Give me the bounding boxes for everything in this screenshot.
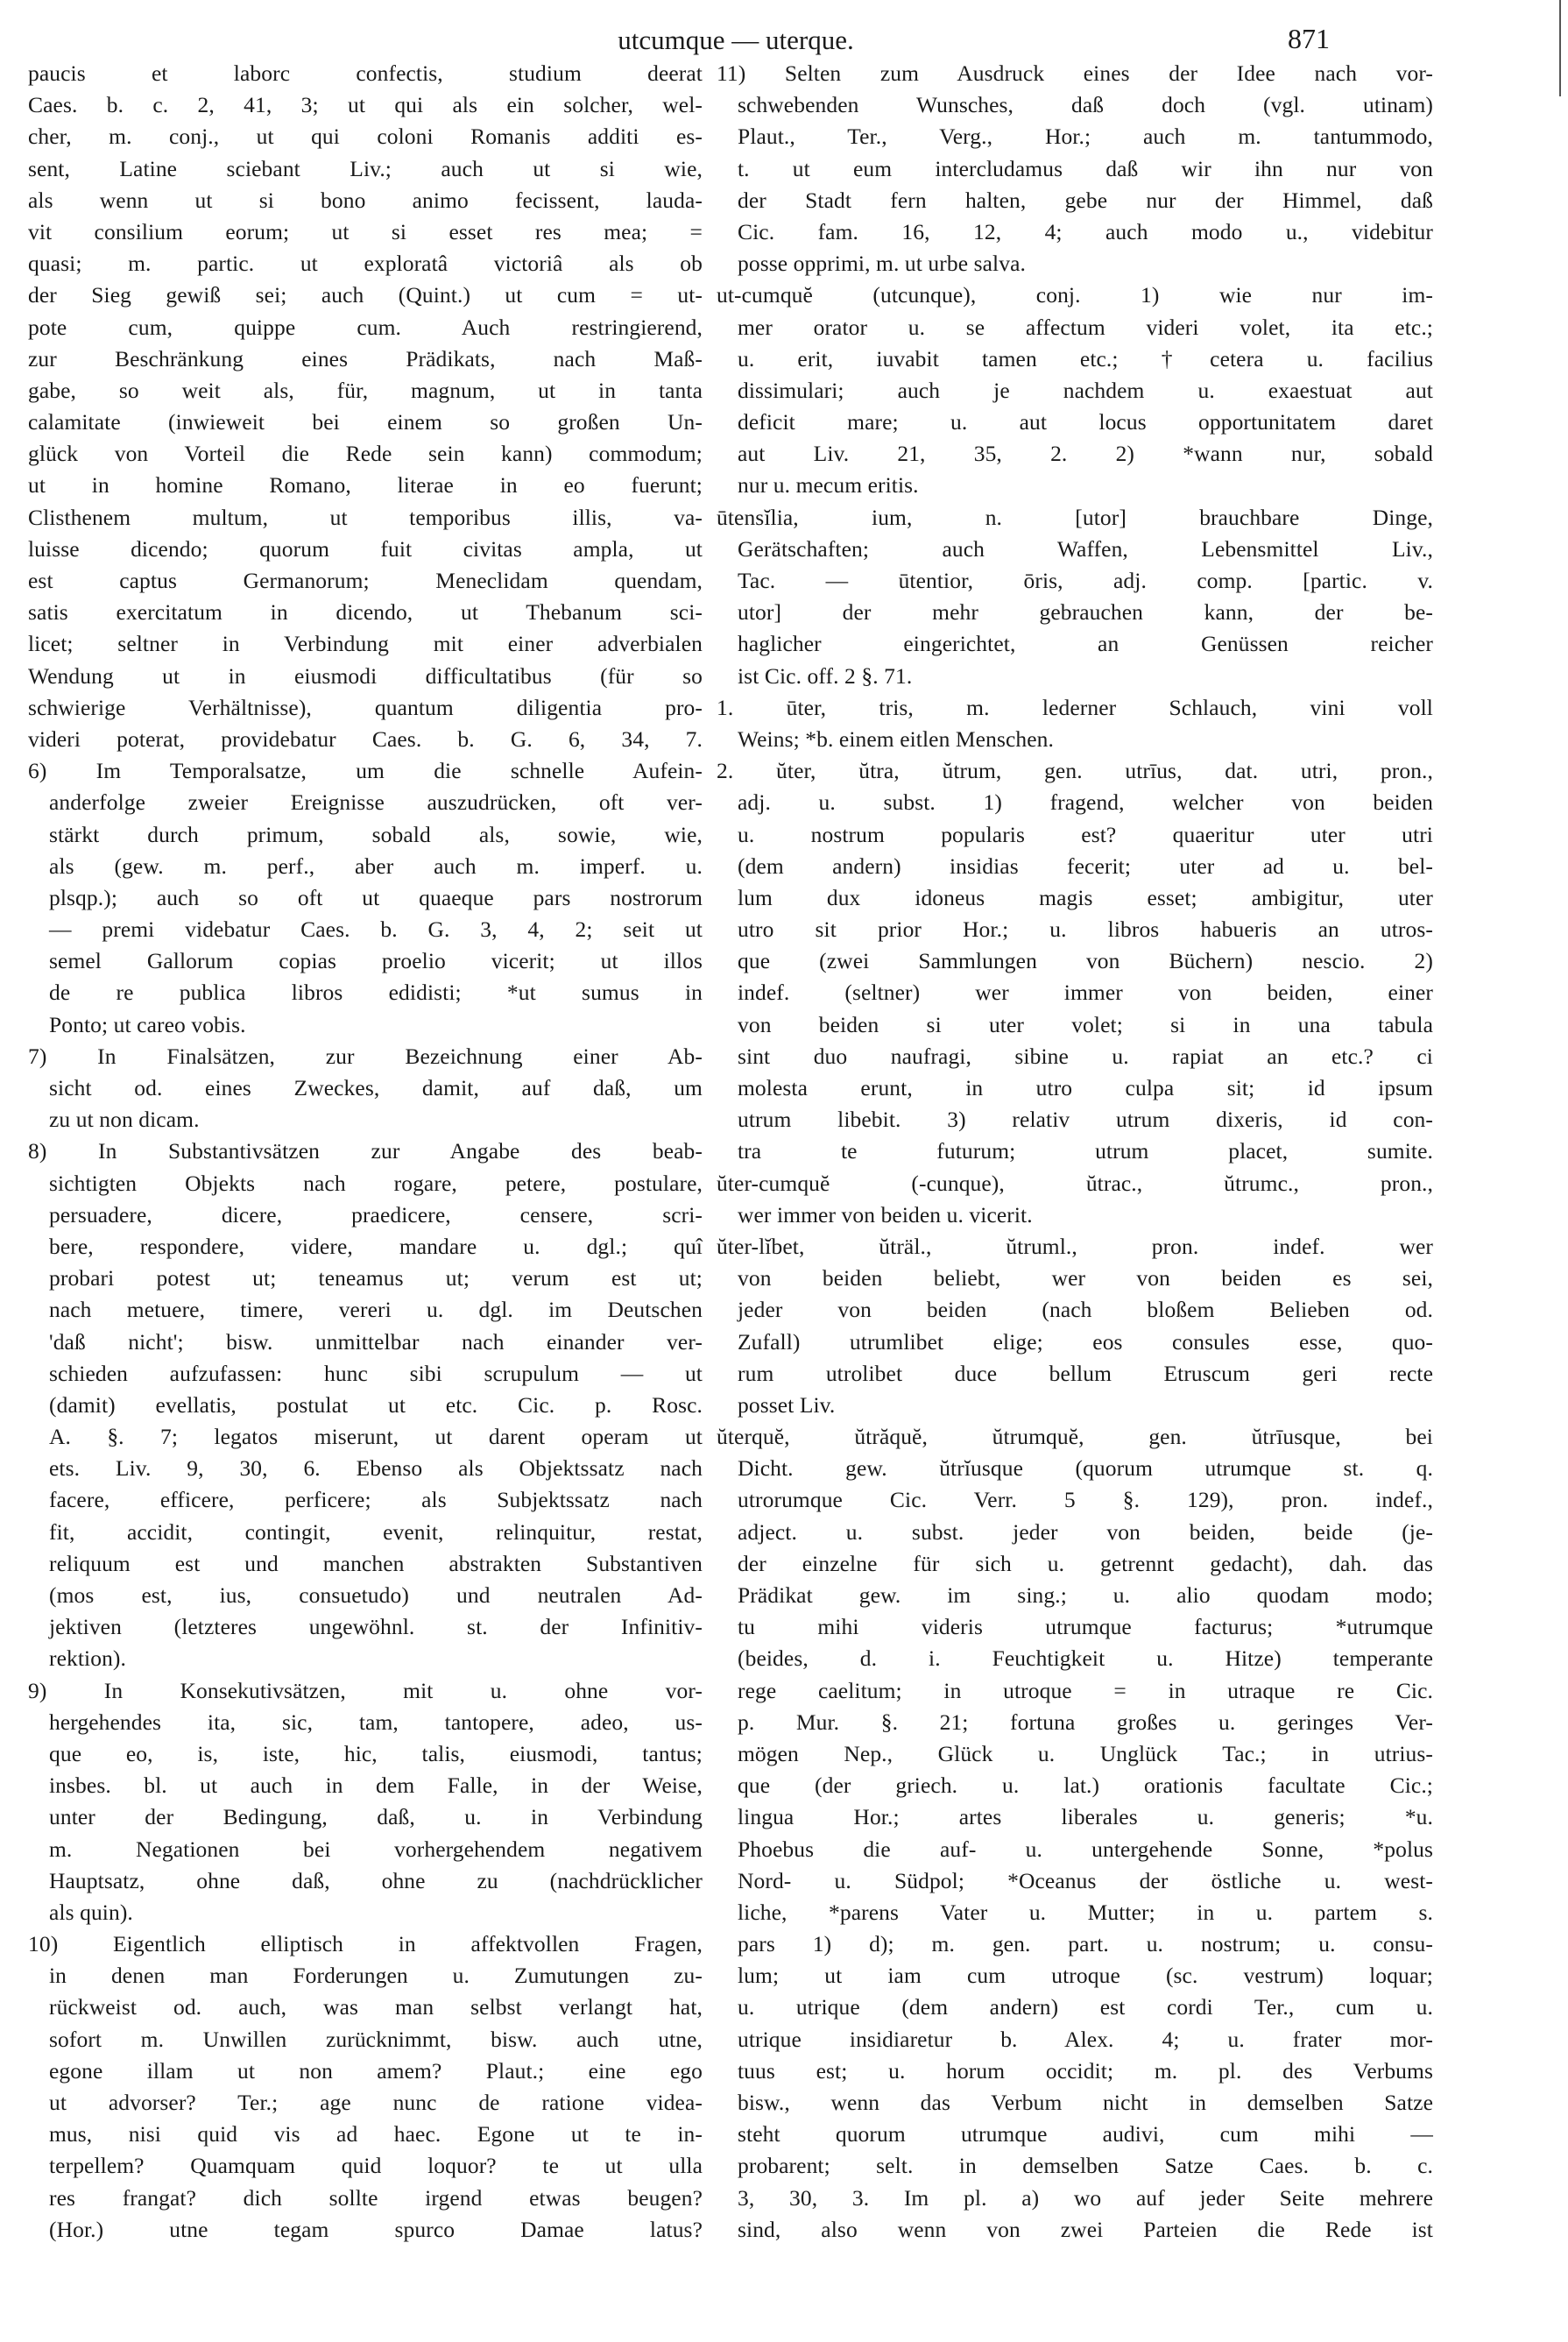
text-line: (dem andern) insidias fecerit; uter ad u. bel- xyxy=(738,853,1433,879)
text-line: Hauptsatz, ohne daß, ohne zu (nachdrücklicher xyxy=(49,1867,703,1893)
text-line: u. utrique (dem andern) est cordi Ter., cum u. xyxy=(738,1994,1433,2020)
text-line: Zufall) utrumlibet elige; eos consules esse, quo- xyxy=(738,1328,1433,1355)
text-line: bisw., wenn das Verbum nicht in demselben Satze xyxy=(738,2090,1433,2115)
text-line: persuadere, dicere, praedicere, censere, scri- xyxy=(49,1201,703,1228)
text-line: als quin). xyxy=(49,1899,133,1925)
text-line: jeder von beiden (nach bloßem Belieben od. xyxy=(738,1297,1433,1323)
text-line: t. ut eum intercludamus daß wir ihn nur von xyxy=(738,155,1433,181)
text-line: (damit) evellatis, postulat ut etc. Cic. p. Rosc. xyxy=(49,1391,703,1418)
text-line: utrorumque Cic. Verr. 5 §. 129), pron. indef., xyxy=(738,1487,1433,1513)
text-line: ut in homine Romano, literae in eo fuerunt; xyxy=(28,472,703,499)
text-line: schwebenden Wunsches, daß doch (vgl. utinam) xyxy=(738,92,1433,118)
text-line: ut-cumquĕ (utcunque), conj. 1) wie nur im- xyxy=(717,282,1433,308)
text-line: 9) In Konsekutivsätzen, mit u. ohne vor- xyxy=(28,1677,703,1703)
text-line: que (der griech. u. lat.) orationis facultate Cic.; xyxy=(738,1772,1433,1799)
text-line: ŭter-cumquĕ (-cunque), ŭtrac., ŭtrumc., pron., xyxy=(717,1170,1433,1196)
text-line: adj. u. subst. 1) fragend, welcher von beiden xyxy=(738,789,1433,816)
text-line: als wenn ut si bono animo fecissent, lauda- xyxy=(28,187,703,213)
text-line: von beiden beliebt, wer von beiden es sei, xyxy=(738,1265,1433,1291)
text-line: ŭterquĕ, ŭtrăquĕ, ŭtrumquĕ, gen. ŭtrīusque, bei xyxy=(717,1424,1433,1450)
text-line: insbes. bl. ut auch in dem Falle, in der Weise, xyxy=(49,1772,703,1799)
text-line: vit consilium eorum; ut si esset res mea; = xyxy=(28,218,703,244)
text-line: 6) Im Temporalsatze, um die schnelle Aufein- xyxy=(28,758,703,784)
text-line: probarent; selt. in demselben Satze Caes. b. c. xyxy=(738,2153,1433,2179)
text-line: (mos est, ius, consuetudo) und neutralen Ad- xyxy=(49,1582,703,1608)
text-line: gabe, so weit als, für, magnum, ut in tanta xyxy=(28,377,703,403)
text-line: licet; seltner in Verbindung mit einer adverbialen xyxy=(28,631,703,657)
text-line: sicht od. eines Zweckes, damit, auf daß, um xyxy=(49,1075,703,1100)
text-line: posset Liv. xyxy=(738,1391,836,1418)
text-line: ist Cic. off. 2 §. 71. xyxy=(738,662,913,689)
text-line: molesta erunt, in utro culpa sit; id ipsum xyxy=(738,1075,1433,1100)
text-line: pars 1) d); m. gen. part. u. nostrum; u. consu- xyxy=(738,1931,1433,1957)
text-line: sint duo naufragi, sibine u. rapiat an etc.? ci xyxy=(738,1043,1433,1069)
text-line: 'daß nicht'; bisw. unmittelbar nach einander ver- xyxy=(49,1328,703,1355)
text-line: Prädikat gew. im sing.; u. alio quodam modo; xyxy=(738,1582,1433,1608)
text-line: tu mihi videris utrumque facturus; *utrumque xyxy=(738,1614,1433,1640)
text-line: adject. u. subst. jeder von beiden, beide (je- xyxy=(738,1518,1433,1545)
text-line: egone illam ut non amem? Plaut.; eine ego xyxy=(49,2057,703,2084)
text-line: semel Gallorum copias proelio vicerit; ut illos xyxy=(49,948,703,974)
text-line: sind, also wenn von zwei Parteien die Rede ist xyxy=(738,2216,1433,2242)
text-line: unter der Bedingung, daß, u. in Verbindung xyxy=(49,1804,703,1830)
text-line: tra te futurum; utrum placet, sumite. xyxy=(738,1138,1433,1164)
text-line: Caes. b. c. 2, 41, 3; ut qui als ein solcher, wel- xyxy=(28,92,703,118)
text-line: 11) Selten zum Ausdruck eines der Idee nach vor- xyxy=(717,60,1433,86)
left-column xyxy=(28,58,703,2246)
text-line: bere, respondere, videre, mandare u. dgl.; quî xyxy=(49,1233,703,1259)
text-line: rum utrolibet duce bellum Etruscum geri recte xyxy=(738,1360,1433,1386)
text-line: ets. Liv. 9, 30, 6. Ebenso als Objektssatz nach xyxy=(49,1455,703,1482)
text-line: probari potest ut; teneamus ut; verum est ut; xyxy=(49,1265,703,1291)
text-line: stärkt durch primum, sobald als, sowie, wie, xyxy=(49,821,703,847)
text-line: zu ut non dicam. xyxy=(49,1107,200,1133)
text-line: schwierige Verhältnisse), quantum diligentia pro- xyxy=(28,694,703,720)
text-line: satis exercitatum in dicendo, ut Thebanum sci- xyxy=(28,599,703,626)
text-line: sofort m. Unwillen zurücknimmt, bisw. auch utne, xyxy=(49,2026,703,2052)
text-line: (Hor.) utne tegam spurco Damae latus? xyxy=(49,2216,703,2242)
text-line: u. nostrum popularis est? quaeritur uter utri xyxy=(738,821,1433,847)
text-line: lum; ut iam cum utroque (sc. vestrum) loquar; xyxy=(738,1963,1433,1989)
text-line: terpellem? Quamquam quid loquor? te ut ulla xyxy=(49,2153,703,2179)
text-line: Nord- u. Südpol; *Oceanus der östliche u. west- xyxy=(738,1867,1433,1893)
text-line: dissimulari; auch je nachdem u. exaestuat aut xyxy=(738,377,1433,403)
text-line: als (gew. m. perf., aber auch m. imperf. u. xyxy=(49,853,703,879)
text-line: wer immer von beiden u. vicerit. xyxy=(738,1201,1033,1228)
text-line: 2. ŭter, ŭtra, ŭtrum, gen. utrīus, dat. utri, pron., xyxy=(717,758,1433,784)
text-line: 8) In Substantivsätzen zur Angabe des beab- xyxy=(28,1138,703,1164)
text-line: fit, accidit, contingit, evenit, relinquitur, restat, xyxy=(49,1518,703,1545)
text-line: utro sit prior Hor.; u. libros habueris an utros- xyxy=(738,916,1433,943)
text-line: mer orator u. se affectum videri volet, ita etc.; xyxy=(738,314,1433,340)
text-line: que (zwei Sammlungen von Büchern) nescio. 2) xyxy=(738,948,1433,974)
text-line: indef. (seltner) wer immer von beiden, einer xyxy=(738,980,1433,1006)
text-line: Plaut., Ter., Verg., Hor.; auch m. tantummodo, xyxy=(738,124,1433,150)
right-column xyxy=(717,58,1433,2246)
text-line: utrique insidiaretur b. Alex. 4; u. frater mor- xyxy=(738,2026,1433,2052)
text-line: rege caelitum; in utroque = in utraque re Cic. xyxy=(738,1677,1433,1703)
text-line: calamitate (inwieweit bei einem so großen Un- xyxy=(28,409,703,435)
text-line: — premi videbatur Caes. b. G. 3, 4, 2; seit ut xyxy=(49,916,703,943)
text-line: von beiden si uter volet; si in una tabula xyxy=(738,1011,1433,1037)
running-header: utcumque — uterque. xyxy=(618,25,854,55)
text-line: rückweist od. auch, was man selbst verlangt hat, xyxy=(49,1994,703,2020)
text-line: zur Beschränkung eines Prädikats, nach Maß- xyxy=(28,345,703,371)
text-line: tuus est; u. horum occidit; m. pl. des Verbums xyxy=(738,2057,1433,2084)
text-line: deficit mare; u. aut locus opportunitatem daret xyxy=(738,409,1433,435)
text-line: haglicher eingerichtet, an Genüssen reicher xyxy=(738,631,1433,657)
text-line: Gerätschaften; auch Waffen, Lebensmittel Liv., xyxy=(738,535,1433,562)
text-line: Cic. fam. 16, 12, 4; auch modo u., videbitur xyxy=(738,218,1433,244)
text-line: posse opprimi, m. ut urbe salva. xyxy=(738,251,1026,277)
text-line: utor] der mehr gebrauchen kann, der be- xyxy=(738,599,1433,626)
text-line: 7) In Finalsätzen, zur Bezeichnung einer Ab- xyxy=(28,1043,703,1069)
text-line: jektiven (letzteres ungewöhnl. st. der Infinitiv- xyxy=(49,1614,703,1640)
text-line: res frangat? dich sollte irgend etwas beugen? xyxy=(49,2184,703,2211)
text-line: der Stadt fern halten, gebe nur der Himmel, daß xyxy=(738,187,1433,213)
text-line: Phoebus die auf- u. untergehende Sonne, *polus xyxy=(738,1836,1433,1862)
text-line: (beides, d. i. Feuchtigkeit u. Hitze) temperante xyxy=(738,1645,1433,1672)
text-line: plsqp.); auch so oft ut quaeque pars nostrorum xyxy=(49,884,703,910)
text-line: anderfolge zweier Ereignisse auszudrücken, oft ver- xyxy=(49,789,703,816)
text-line: nur u. mecum eritis. xyxy=(738,472,919,499)
text-line: A. §. 7; legatos miserunt, ut darent operam ut xyxy=(49,1424,703,1450)
text-line: Clisthenem multum, ut temporibus illis, va- xyxy=(28,504,703,530)
text-line: paucis et laborc confectis, studium deerat xyxy=(28,60,703,86)
text-line: reliquum est und manchen abstrakten Substantiven xyxy=(49,1550,703,1576)
text-line: mögen Nep., Glück u. Unglück Tac.; in utrius- xyxy=(738,1740,1433,1766)
text-line: ŭter-lĭbet, ŭträl., ŭtruml., pron. indef. wer xyxy=(717,1233,1433,1259)
text-line: aut Liv. 21, 35, 2. 2) *wann nur, sobald xyxy=(738,441,1433,467)
text-line: steht quorum utrumque audivi, cum mihi — xyxy=(738,2121,1433,2147)
text-line: est captus Germanorum; Meneclidam quendam, xyxy=(28,568,703,593)
text-line: schieden aufzufassen: hunc sibi scrupulum — ut xyxy=(49,1360,703,1386)
text-line: ūtensĭlia, ium, n. [utor] brauchbare Dinge, xyxy=(717,504,1433,530)
page-number: 871 xyxy=(1288,23,1330,54)
text-line: glück von Vorteil die Rede sein kann) commodum; xyxy=(28,441,703,467)
text-line: Tac. — ūtentior, ōris, adj. comp. [partic. v. xyxy=(738,568,1433,593)
text-line: sichtigten Objekts nach rogare, petere, postulare, xyxy=(49,1170,703,1196)
text-line: liche, *parens Vater u. Mutter; in u. partem s. xyxy=(738,1899,1433,1925)
text-line: Dicht. gew. ŭtrĭusque (quorum utrumque st. q. xyxy=(738,1455,1433,1482)
text-line: hergehendes ita, sic, tam, tantopere, adeo, us- xyxy=(49,1709,703,1735)
edge-rule xyxy=(1559,0,1561,96)
text-line: utrum libebit. 3) relativ utrum dixeris, id con- xyxy=(738,1107,1433,1133)
text-line: nach metuere, timere, vereri u. dgl. im Deutschen xyxy=(49,1297,703,1323)
text-line: der Sieg gewiß sei; auch (Quint.) ut cum = ut- xyxy=(28,282,703,308)
text-line: sent, Latine sciebant Liv.; auch ut si wie, xyxy=(28,155,703,181)
text-line: luisse dicendo; quorum fuit civitas ampla, ut xyxy=(28,535,703,562)
text-line: que eo, is, iste, hic, talis, eiusmodi, tantus; xyxy=(49,1740,703,1766)
text-line: pote cum, quippe cum. Auch restringierend, xyxy=(28,314,703,340)
text-line: de re publica libros edidisti; *ut sumus in xyxy=(49,980,703,1006)
text-line: m. Negationen bei vorhergehendem negativem xyxy=(49,1836,703,1862)
text-line: lingua Hor.; artes liberales u. generis; *u. xyxy=(738,1804,1433,1830)
text-line: p. Mur. §. 21; fortuna großes u. geringes Ver- xyxy=(738,1709,1433,1735)
text-line: quasi; m. partic. ut exploratâ victoriâ als ob xyxy=(28,251,703,277)
text-line: in denen man Forderungen u. Zumutungen zu- xyxy=(49,1963,703,1989)
text-line: videri poterat, providebatur Caes. b. G. 6, 34, 7. xyxy=(28,725,703,752)
text-line: der einzelne für sich u. getrennt gedacht), dah. das xyxy=(738,1550,1433,1576)
text-line: mus, nisi quid vis ad haec. Egone ut te in- xyxy=(49,2121,703,2147)
text-line: 1. ūter, tris, m. lederner Schlauch, vini voll xyxy=(717,694,1433,720)
text-line: 10) Eigentlich elliptisch in affektvollen Fragen, xyxy=(28,1931,703,1957)
text-line: ut advorser? Ter.; age nunc de ratione videa- xyxy=(49,2090,703,2115)
text-line: Wendung ut in eiusmodi difficultatibus (für so xyxy=(28,662,703,689)
text-line: u. erit, iuvabit tamen etc.; †cetera u. facilius xyxy=(738,345,1433,371)
text-line: 3, 30, 3. Im pl. a) wo auf jeder Seite mehrere xyxy=(738,2184,1433,2211)
text-line: Weins; *b. einem eitlen Menschen. xyxy=(738,725,1054,752)
text-line: rektion). xyxy=(49,1645,126,1672)
text-line: cher, m. conj., ut qui coloni Romanis additi es- xyxy=(28,124,703,150)
text-line: lum dux idoneus magis esset; ambigitur, uter xyxy=(738,884,1433,910)
text-line: Ponto; ut careo vobis. xyxy=(49,1011,246,1037)
text-line: facere, efficere, perficere; als Subjektssatz nach xyxy=(49,1487,703,1513)
